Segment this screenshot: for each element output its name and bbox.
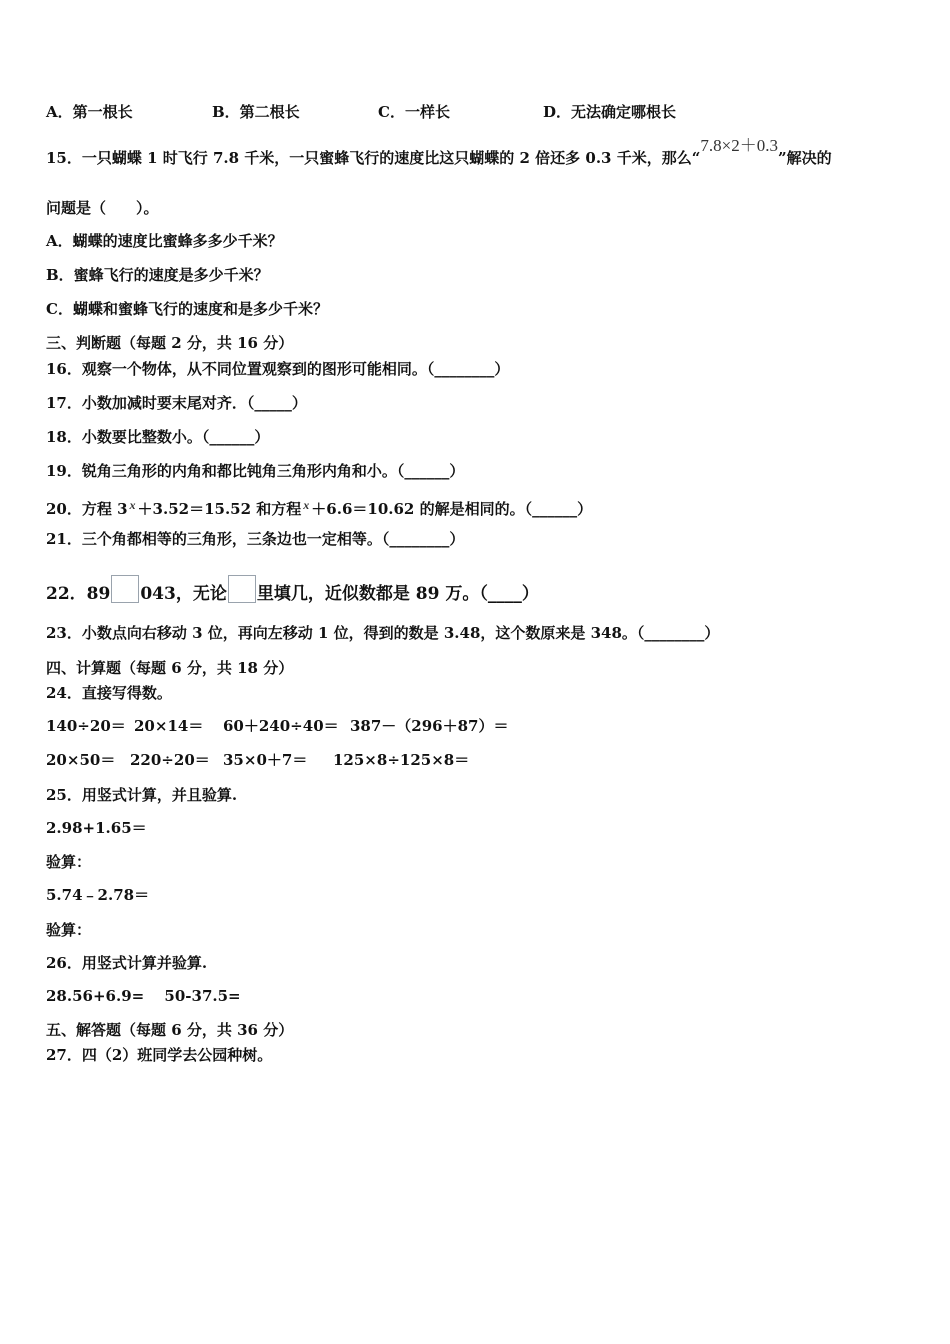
q20-var-x: x: [129, 498, 136, 512]
section5-title: 五、解答题（每题 6 分，共 36 分）: [46, 1021, 294, 1039]
q20-part3: ＋6.6＝10.62 的解是相同的。（______）: [311, 500, 593, 518]
q24-row1-item: 387－（296＋87）＝: [350, 717, 509, 735]
q24-row2-item: 35×0＋7＝: [223, 751, 308, 769]
q14-option-b: B．第二根长: [212, 103, 300, 121]
q24-row1: [46, 716, 509, 736]
q20: [46, 495, 592, 519]
q20-var-x-2: x: [303, 498, 310, 512]
q20-part2: ＋3.52＝15.52 和方程: [137, 500, 302, 518]
section4-title: 四、计算题（每题 6 分，共 18 分）: [46, 659, 294, 677]
q26-exprs: 28.56+6.9= 50-37.5=: [46, 987, 241, 1005]
q24-row1-item: 60＋240÷40＝: [223, 717, 339, 735]
q20-part1: 20．方程 3: [46, 500, 128, 518]
q24-row1-item: 20×14＝: [134, 717, 204, 735]
q16: 16．观察一个物体，从不同位置观察到的图形可能相同。（________）: [46, 360, 510, 378]
q21: 21．三个角都相等的三角形，三条边也一定相等。（________）: [46, 530, 465, 548]
blank-box-2: [228, 575, 256, 603]
q24-row2-item: 125×8÷125×8＝: [333, 751, 470, 769]
q25-expr1: 2.98+1.65＝: [46, 819, 147, 837]
q24-row2: [46, 750, 469, 770]
q19: 19．锐角三角形的内角和都比钝角三角形内角和小。（______）: [46, 462, 465, 480]
blank-box-1: [111, 575, 139, 603]
q24-row2-item: 220÷20＝: [130, 751, 210, 769]
q24-title: 24．直接写得数。: [46, 684, 172, 702]
q14-option-c: C．一样长: [378, 103, 450, 121]
q22: [46, 575, 539, 604]
q22-part3: 里填几，近似数都是 89 万。（____）: [256, 584, 539, 604]
q25-check2: 验算：: [46, 921, 92, 939]
q15-stem-part1: 15．一只蝴蝶 1 时飞行 7.8 千米，一只蜜蜂飞行的速度比这只蝴蝶的 2 倍还多 0.3 千米，那么“: [46, 149, 701, 167]
q23: 23．小数点向右移动 3 位，再向左移动 1 位，得到的数是 3.48，这个数原来是 348。（________）: [46, 624, 720, 642]
q24-row2-item: 20×50＝: [46, 751, 116, 769]
q18: 18．小数要比整数小。（______）: [46, 428, 270, 446]
q22-part1: 22．89: [46, 584, 111, 604]
q24-row1-item: 140÷20＝: [46, 717, 126, 735]
section3-title: 三、判断题（每题 2 分，共 16 分）: [46, 334, 294, 352]
q15-option-c: C．蝴蝶和蜜蜂飞行的速度和是多少千米？: [46, 300, 328, 318]
q15-formula: 7.8×2＋0.3: [700, 136, 778, 155]
q27: 27．四（2）班同学去公园种树。: [46, 1046, 273, 1064]
q14-option-a: A．第一根长: [46, 103, 133, 121]
q17: 17．小数加减时要末尾对齐．（_____）: [46, 394, 307, 412]
q15-stem-part2: ”解决的: [777, 149, 832, 167]
q15-stem-line2: 问题是（ ）。: [46, 199, 159, 217]
q22-part2: 043，无论: [140, 584, 227, 604]
q25-title: 25．用竖式计算，并且验算.: [46, 786, 238, 804]
q26-title: 26．用竖式计算并验算.: [46, 954, 208, 972]
q15-stem: [46, 136, 832, 168]
q25-expr2: 5.74﹣2.78＝: [46, 886, 150, 904]
q25-check1: 验算：: [46, 853, 92, 871]
q15-option-b: B．蜜蜂飞行的速度是多少千米？: [46, 266, 269, 284]
q15-option-a: A．蝴蝶的速度比蜜蜂多多少千米？: [46, 232, 283, 250]
q14-option-d: D．无法确定哪根长: [543, 103, 677, 121]
